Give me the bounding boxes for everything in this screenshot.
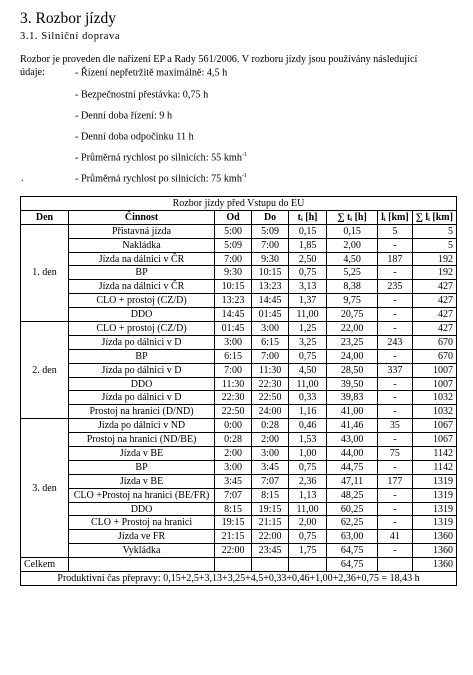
table-cell: 39,50 xyxy=(327,377,378,391)
col-header-do: Do xyxy=(252,210,289,224)
table-cell: 2:00 xyxy=(215,447,252,461)
table-cell: 7:07 xyxy=(215,488,252,502)
table-cell: 64,75 xyxy=(327,544,378,558)
table-cell: 6:15 xyxy=(252,335,289,349)
table-cell: 5 xyxy=(378,224,413,238)
table-cell: DDO xyxy=(69,502,215,516)
table-cell: 0,46 xyxy=(289,419,327,433)
table-cell: 22:50 xyxy=(215,405,252,419)
table-cell: 7:00 xyxy=(252,349,289,363)
table-row xyxy=(21,335,457,349)
col-header-od: Od xyxy=(215,210,252,224)
table-cell: 10:15 xyxy=(252,266,289,280)
table-cell: 0,15 xyxy=(327,224,378,238)
table-cell: - xyxy=(378,433,413,447)
table-cell: 5:09 xyxy=(252,224,289,238)
bullet-item: - Denní doba řízení: 9 h xyxy=(75,110,173,122)
table-cell: 3:00 xyxy=(215,460,252,474)
table-cell: 6:15 xyxy=(215,349,252,363)
table-cell: 22:30 xyxy=(252,377,289,391)
table-cell: 2,00 xyxy=(327,238,378,252)
table-cell: - xyxy=(378,238,413,252)
table-cell: 0,33 xyxy=(289,391,327,405)
total-sum-li: 1360 xyxy=(412,558,456,572)
table-cell: 22:00 xyxy=(215,544,252,558)
table-cell: - xyxy=(378,488,413,502)
data-label: údaje: xyxy=(20,67,45,78)
table-cell: 3,25 xyxy=(289,335,327,349)
table-cell: 24,00 xyxy=(327,349,378,363)
table-cell: 39,83 xyxy=(327,391,378,405)
table-cell: 427 xyxy=(412,280,456,294)
table-cell: 5:00 xyxy=(215,224,252,238)
table-cell: 13:23 xyxy=(252,280,289,294)
table-cell: 1360 xyxy=(412,544,456,558)
table-cell: 62,25 xyxy=(327,516,378,530)
table-cell: 9:30 xyxy=(252,252,289,266)
table-cell: 11:30 xyxy=(215,377,252,391)
table-cell: 44,75 xyxy=(327,460,378,474)
day-label: 2. den xyxy=(21,322,69,419)
table-row xyxy=(21,224,457,238)
table-cell: 427 xyxy=(412,322,456,336)
table-cell: 1007 xyxy=(412,363,456,377)
table-cell: 9:30 xyxy=(215,266,252,280)
productive-time-row xyxy=(21,572,457,586)
table-cell: 10:15 xyxy=(215,280,252,294)
table-cell: 0:28 xyxy=(252,419,289,433)
table-cell: Nakládka xyxy=(69,238,215,252)
table-cell: 75 xyxy=(378,447,413,461)
table-cell: 1,00 xyxy=(289,447,327,461)
table-cell: 22:30 xyxy=(215,391,252,405)
table-cell: 11,00 xyxy=(289,502,327,516)
table-cell: 7:00 xyxy=(215,252,252,266)
table-row xyxy=(21,447,457,461)
table-cell: 1319 xyxy=(412,502,456,516)
table-row xyxy=(21,405,457,419)
day-label: 1. den xyxy=(21,224,69,321)
table-cell: 28,50 xyxy=(327,363,378,377)
table-cell: 7:00 xyxy=(215,363,252,377)
total-label: Celkem xyxy=(21,558,69,572)
table-row xyxy=(21,474,457,488)
table-title: Rozbor jízdy před Vstupu do EU xyxy=(21,197,457,211)
col-header-sum-ti: ∑ tᵢ [h] xyxy=(327,210,378,224)
table-cell: - xyxy=(378,377,413,391)
table-cell: 1360 xyxy=(412,530,456,544)
table-cell: 192 xyxy=(412,252,456,266)
subsection-heading: 3.1. Silniční doprava xyxy=(20,31,121,42)
table-cell: 19:15 xyxy=(215,516,252,530)
table-cell: Jízda po dálnici v D xyxy=(69,391,215,405)
table-cell: 21:15 xyxy=(215,530,252,544)
table-row xyxy=(21,544,457,558)
trip-analysis-table xyxy=(20,196,457,586)
table-row xyxy=(21,433,457,447)
table-cell: 23,25 xyxy=(327,335,378,349)
table-cell: 43,00 xyxy=(327,433,378,447)
table-cell: 44,00 xyxy=(327,447,378,461)
table-cell: Vykládka xyxy=(69,544,215,558)
table-cell: 5,25 xyxy=(327,266,378,280)
table-cell: 2,00 xyxy=(289,516,327,530)
col-header-li: lᵢ [km] xyxy=(378,210,413,224)
table-cell: 337 xyxy=(378,363,413,377)
table-cell: 670 xyxy=(412,349,456,363)
table-cell: 4,50 xyxy=(289,363,327,377)
table-cell: 3:45 xyxy=(252,460,289,474)
table-cell: - xyxy=(378,516,413,530)
table-cell: 60,25 xyxy=(327,502,378,516)
table-cell: CLO + prostoj (CZ/D) xyxy=(69,322,215,336)
table-cell: 3:00 xyxy=(215,335,252,349)
table-cell: 2,50 xyxy=(289,252,327,266)
table-cell: Jízda v BE xyxy=(69,447,215,461)
table-row xyxy=(21,460,457,474)
table-cell: 41,00 xyxy=(327,405,378,419)
table-row xyxy=(21,377,457,391)
productive-result: = 18,43 h xyxy=(381,572,420,584)
table-cell: 24:00 xyxy=(252,405,289,419)
table-cell: 47,11 xyxy=(327,474,378,488)
table-cell: 243 xyxy=(378,335,413,349)
table-cell: Jízda po dálnici v ND xyxy=(69,419,215,433)
table-cell: 0:00 xyxy=(215,419,252,433)
table-cell: CLO +Prostoj na hranici (BE/FR) xyxy=(69,488,215,502)
table-row xyxy=(21,322,457,336)
table-cell: - xyxy=(378,544,413,558)
table-cell: 427 xyxy=(412,294,456,308)
table-cell: 35 xyxy=(378,419,413,433)
table-cell: 01:45 xyxy=(252,308,289,322)
table-cell: Jízda po dálnici v D xyxy=(69,363,215,377)
table-cell: 41,46 xyxy=(327,419,378,433)
bullet-item: - Průměrná rychlost po silnicích: 75 kmh$^{-1}$ xyxy=(75,173,247,185)
table-cell: 63,00 xyxy=(327,530,378,544)
table-cell: - xyxy=(378,349,413,363)
table-cell: 1067 xyxy=(412,433,456,447)
table-cell: 1032 xyxy=(412,405,456,419)
stray-dot: . xyxy=(21,173,24,184)
table-cell: - xyxy=(378,502,413,516)
table-row xyxy=(21,391,457,405)
productive-formula: 0,15+2,5+3,13+3,25+4,5+0,33+0,46+1,00+2,36+0,75 xyxy=(163,572,379,584)
table-cell: - xyxy=(378,391,413,405)
bullet-item: - Bezpečnostní přestávka: 0,75 h xyxy=(75,89,209,101)
col-header-den: Den xyxy=(21,210,69,224)
table-cell: Jízda po dálnici v D xyxy=(69,335,215,349)
table-cell: 8:15 xyxy=(215,502,252,516)
table-cell: 0,15 xyxy=(289,224,327,238)
table-cell: 1,85 xyxy=(289,238,327,252)
table-row xyxy=(21,280,457,294)
total-sum-ti: 64,75 xyxy=(327,558,378,572)
table-cell: 7:07 xyxy=(252,474,289,488)
table-cell: 1,16 xyxy=(289,405,327,419)
table-row xyxy=(21,419,457,433)
table-cell: 0:28 xyxy=(215,433,252,447)
table-cell: 1,37 xyxy=(289,294,327,308)
col-header-ti: tᵢ [h] xyxy=(289,210,327,224)
table-cell: 192 xyxy=(412,266,456,280)
table-cell: - xyxy=(378,460,413,474)
table-cell: 1319 xyxy=(412,488,456,502)
table-cell: DDO xyxy=(69,308,215,322)
table-cell: 0,75 xyxy=(289,349,327,363)
table-cell: 1032 xyxy=(412,391,456,405)
table-cell: 0,75 xyxy=(289,530,327,544)
table-cell: Jízda na dálnici v ČR xyxy=(69,280,215,294)
table-row xyxy=(21,266,457,280)
table-cell: - xyxy=(378,294,413,308)
table-row xyxy=(21,308,457,322)
table-cell: CLO + Prostoj na hranici xyxy=(69,516,215,530)
table-row xyxy=(21,349,457,363)
table-cell: 8:15 xyxy=(252,488,289,502)
table-row xyxy=(21,516,457,530)
table-cell: 11,00 xyxy=(289,377,327,391)
section-heading: 3. Rozbor jízdy xyxy=(20,10,116,27)
table-cell: 23:45 xyxy=(252,544,289,558)
table-cell: 1007 xyxy=(412,377,456,391)
bullet-item: - Průměrná rychlost po silnicích: 55 kmh$^{-1}$ xyxy=(75,152,247,164)
bullet-item: - Denní doba odpočinku 11 h xyxy=(75,131,194,143)
table-cell: 427 xyxy=(412,308,456,322)
table-cell: Jízda na dálnici v ČR xyxy=(69,252,215,266)
table-cell: Prostoj na hranici (ND/BE) xyxy=(69,433,215,447)
table-row xyxy=(21,294,457,308)
table-cell: CLO + prostoj (CZ/D) xyxy=(69,294,215,308)
table-cell: 14:45 xyxy=(252,294,289,308)
table-cell: 5:09 xyxy=(215,238,252,252)
table-cell: 3:00 xyxy=(252,322,289,336)
table-cell: 14:45 xyxy=(215,308,252,322)
table-cell: 4,50 xyxy=(327,252,378,266)
table-cell: 8,38 xyxy=(327,280,378,294)
table-cell: 9,75 xyxy=(327,294,378,308)
table-cell: 1067 xyxy=(412,419,456,433)
table-cell: 1,13 xyxy=(289,488,327,502)
table-cell: 0,75 xyxy=(289,266,327,280)
total-row xyxy=(21,558,457,572)
table-cell: 1,53 xyxy=(289,433,327,447)
table-cell: Prostoj na hranici (D/ND) xyxy=(69,405,215,419)
table-cell: Přistavná jízda xyxy=(69,224,215,238)
col-header-sum-li: ∑ lᵢ [km] xyxy=(412,210,456,224)
table-cell: BP xyxy=(69,460,215,474)
table-cell: 3,13 xyxy=(289,280,327,294)
table-cell: 13:23 xyxy=(215,294,252,308)
intro-paragraph: Rozbor je proveden dle nařízení EP a Rady 561/2006. V rozboru jízdy jsou používány následující xyxy=(20,54,418,65)
table-cell: 11:30 xyxy=(252,363,289,377)
table-cell: 11,00 xyxy=(289,308,327,322)
table-cell: 41 xyxy=(378,530,413,544)
table-cell: 2,36 xyxy=(289,474,327,488)
table-cell: 5 xyxy=(412,224,456,238)
table-cell: - xyxy=(378,405,413,419)
col-header-cinnost: Činnost xyxy=(69,210,215,224)
table-cell: - xyxy=(378,308,413,322)
table-row xyxy=(21,238,457,252)
table-cell: DDO xyxy=(69,377,215,391)
table-row xyxy=(21,502,457,516)
table-cell: 187 xyxy=(378,252,413,266)
table-cell: 01:45 xyxy=(215,322,252,336)
table-cell: 22:50 xyxy=(252,391,289,405)
table-cell: 5 xyxy=(412,238,456,252)
table-row xyxy=(21,252,457,266)
table-cell: BP xyxy=(69,266,215,280)
table-cell: 21:15 xyxy=(252,516,289,530)
day-label: 3. den xyxy=(21,419,69,558)
table-cell: 22,00 xyxy=(327,322,378,336)
productive-label: Produktivní čas přepravy: xyxy=(57,572,161,584)
table-cell: 177 xyxy=(378,474,413,488)
table-cell: 1319 xyxy=(412,474,456,488)
table-cell: - xyxy=(378,322,413,336)
table-cell: 1142 xyxy=(412,460,456,474)
table-row xyxy=(21,530,457,544)
table-cell: 19:15 xyxy=(252,502,289,516)
table-cell: 20,75 xyxy=(327,308,378,322)
table-cell: BP xyxy=(69,349,215,363)
table-cell: Jízda v BE xyxy=(69,474,215,488)
table-cell: 0,75 xyxy=(289,460,327,474)
table-cell: 1142 xyxy=(412,447,456,461)
table-cell: 1,25 xyxy=(289,322,327,336)
table-cell: 48,25 xyxy=(327,488,378,502)
table-cell: 670 xyxy=(412,335,456,349)
table-cell: 1319 xyxy=(412,516,456,530)
table-row xyxy=(21,488,457,502)
table-row xyxy=(21,363,457,377)
table-cell: 2:00 xyxy=(252,433,289,447)
table-cell: Jízda ve FR xyxy=(69,530,215,544)
table-cell: 3:45 xyxy=(215,474,252,488)
table-cell: 3:00 xyxy=(252,447,289,461)
table-cell: 22:00 xyxy=(252,530,289,544)
table-cell: - xyxy=(378,266,413,280)
table-cell: 235 xyxy=(378,280,413,294)
table-cell: 1,75 xyxy=(289,544,327,558)
bullet-item: - Řízení nepřetržitě maximálně: 4,5 h xyxy=(75,67,228,79)
table-cell: 7:00 xyxy=(252,238,289,252)
